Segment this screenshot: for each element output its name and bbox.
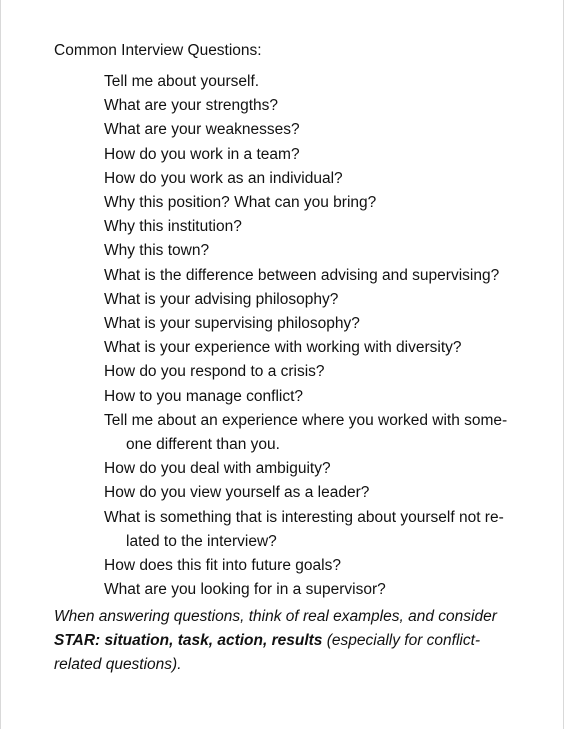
list-item	[104, 578, 524, 602]
question-text: How does this fit into future goals?	[104, 557, 341, 575]
list-item	[104, 94, 524, 118]
list-item	[104, 288, 524, 312]
question-text: Tell me about yourself.	[104, 73, 260, 90]
list-item	[104, 360, 524, 384]
question-text: What are your strengths?	[104, 97, 279, 115]
list-item	[104, 385, 524, 409]
question-text: What is your advising philosophy?	[104, 290, 339, 308]
question-text: How do you deal with ambiguity?	[104, 460, 331, 478]
list-item	[104, 239, 524, 263]
question-text: Why this institution?	[104, 218, 242, 236]
list-item	[104, 409, 524, 457]
questions-list	[104, 70, 524, 602]
list-item	[104, 457, 524, 481]
list-item	[104, 191, 524, 215]
star-method: STAR: situation, task, action, results	[54, 632, 323, 649]
list-item	[104, 554, 524, 578]
list-item	[104, 312, 524, 336]
question-text-continued: one different than you.	[126, 436, 280, 454]
question-text: How do you work as an individual?	[104, 169, 343, 187]
question-text: How do you respond to a crisis?	[104, 363, 325, 381]
note-intro: When answering questions, think of real examples, and consider	[54, 608, 497, 625]
question-text: What is your experience with working with diversity?	[104, 339, 462, 357]
list-item	[104, 70, 524, 94]
question-text: What are your weaknesses?	[104, 121, 300, 139]
question-text: What are you looking for in a supervisor?	[104, 581, 386, 599]
list-item	[104, 167, 524, 191]
star-advice-note	[54, 605, 524, 677]
list-item	[104, 336, 524, 360]
question-text: How to you manage conflict?	[104, 387, 304, 405]
list-item	[104, 264, 524, 288]
page-heading: Common Interview Questions:	[54, 42, 262, 59]
question-text: How do you view yourself as a leader?	[104, 484, 370, 502]
list-item	[104, 215, 524, 239]
question-text: Tell me about an experience where you worked with some-	[104, 411, 508, 429]
question-text: What is something that is interesting about yourself not re-	[104, 508, 504, 526]
list-item	[104, 481, 524, 505]
question-text: Why this town?	[104, 242, 210, 260]
question-text-continued: lated to the interview?	[126, 532, 277, 550]
list-item	[104, 506, 524, 554]
question-text: What is the difference between advising and supervising?	[104, 266, 500, 284]
note-outro: (especially for conflict-related questions).	[54, 632, 481, 673]
list-item	[104, 118, 524, 142]
question-text: What is your supervising philosophy?	[104, 315, 360, 333]
list-item	[104, 143, 524, 167]
question-text: Why this position? What can you bring?	[104, 194, 377, 212]
question-text: How do you work in a team?	[104, 145, 300, 163]
